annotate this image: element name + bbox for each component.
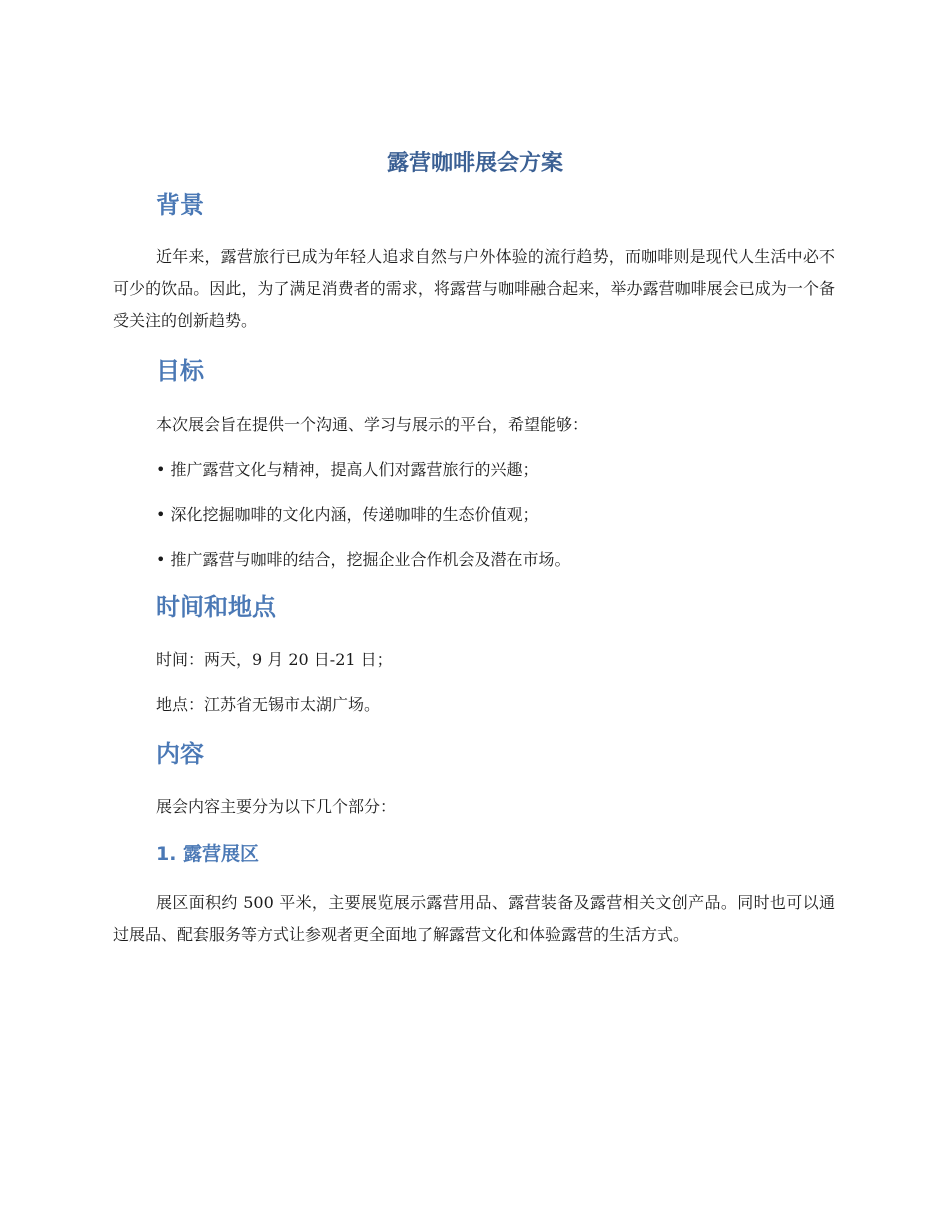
- heading-background: 背景: [156, 191, 204, 219]
- goals-intro: 本次展会旨在提供一个沟通、学习与展示的平台，希望能够：: [156, 415, 589, 434]
- heading-goals: 目标: [156, 357, 204, 385]
- camping-area-paragraph: 展区面积约 500 平米，主要展览展示露营用品、露营装备及露营相关文创产品。同时也可以通过展品、配套服务等方式让参观者更全面地了解露营文化和体验露营的生活方式。: [113, 893, 835, 944]
- subheading-camping-area: 1. 露营展区: [156, 843, 260, 865]
- heading-content: 内容: [156, 740, 204, 768]
- goal-item-2: • 深化挖掘咖啡的文化内涵，传递咖啡的生态价值观；: [156, 505, 539, 524]
- goal-item-3: • 推广露营与咖啡的结合，挖掘企业合作机会及潜在市场。: [156, 550, 571, 569]
- content-intro: 展会内容主要分为以下几个部分：: [156, 797, 397, 816]
- document-title: 露营咖啡展会方案: [386, 151, 563, 176]
- background-paragraph: 近年来，露营旅行已成为年轻人追求自然与户外体验的流行趋势，而咖啡则是现代人生活中必不可少的饮品。因此，为了满足消费者的需求，将露营与咖啡融合起来，举办露营咖啡展会已成为一个备受关注的创新趋势。: [113, 247, 835, 330]
- heading-time-place: 时间和地点: [156, 593, 276, 621]
- time-line: 时间：两天，9 月 20 日-21 日；: [156, 650, 393, 669]
- place-line: 地点：江苏省无锡市太湖广场。: [156, 695, 381, 714]
- goal-item-1: • 推广露营文化与精神，提高人们对露营旅行的兴趣；: [156, 460, 539, 479]
